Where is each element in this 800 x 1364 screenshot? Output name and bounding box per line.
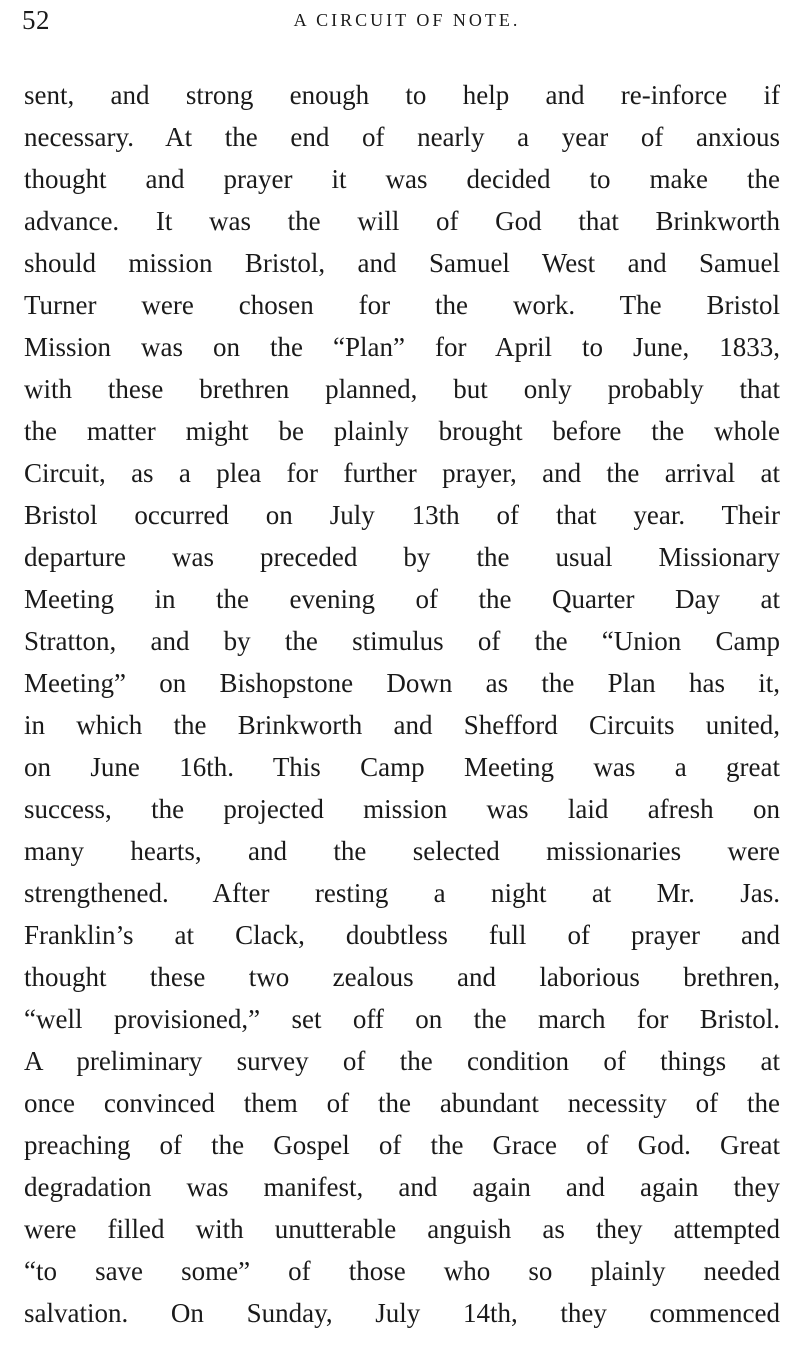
running-head	[22, 4, 780, 36]
text-line: salvation. On Sunday, July 14th, they commenced	[24, 1298, 780, 1328]
text-line: Meeting in the evening of the Quarter Day at	[24, 584, 780, 614]
text-line: should mission Bristol, and Samuel West and Samuel	[24, 248, 780, 278]
text-line: degradation was manifest, and again and again they	[24, 1172, 780, 1202]
text-line: preaching of the Gospel of the Grace of God. Great	[24, 1130, 780, 1160]
text-line: the matter might be plainly brought before the whole	[24, 416, 780, 446]
text-line: thought and prayer it was decided to make the	[24, 164, 780, 194]
text-line: Circuit, as a plea for further prayer, and the arrival at	[24, 458, 780, 488]
text-line: “well provisioned,” set off on the march for Bristol.	[24, 1004, 780, 1034]
text-line: advance. It was the will of God that Brinkworth	[24, 206, 780, 236]
text-line: strengthened. After resting a night at Mr. Jas.	[24, 878, 780, 908]
text-line: Franklin’s at Clack, doubtless full of prayer and	[24, 920, 780, 950]
text-line: in which the Brinkworth and Shefford Circuits united,	[24, 710, 780, 740]
text-line: Stratton, and by the stimulus of the “Union Camp	[24, 626, 780, 656]
text-line: departure was preceded by the usual Missionary	[24, 542, 780, 572]
text-line: were filled with unutterable anguish as they attempted	[24, 1214, 780, 1244]
text-line: with these brethren planned, but only probably that	[24, 374, 780, 404]
text-line: necessary. At the end of nearly a year of anxious	[24, 122, 780, 152]
page-number: 52	[22, 5, 50, 35]
text-line: Mission was on the “Plan” for April to June, 1833,	[24, 332, 780, 362]
text-line: thought these two zealous and laborious brethren,	[24, 962, 780, 992]
text-line: A preliminary survey of the condition of things at	[24, 1046, 780, 1076]
text-line: success, the projected mission was laid afresh on	[24, 794, 780, 824]
text-line: many hearts, and the selected missionaries were	[24, 836, 780, 866]
text-line: Meeting” on Bishopstone Down as the Plan has it,	[24, 668, 780, 698]
text-line: Bristol occurred on July 13th of that year. Their	[24, 500, 780, 530]
text-line: Turner were chosen for the work. The Bristol	[24, 290, 780, 320]
text-line: on June 16th. This Camp Meeting was a great	[24, 752, 780, 782]
text-line: sent, and strong enough to help and re-inforce if	[24, 80, 780, 110]
running-title: A CIRCUIT OF NOTE.	[293, 10, 521, 30]
text-line: once convinced them of the abundant necessity of the	[24, 1088, 780, 1118]
text-line: “to save some” of those who so plainly needed	[24, 1256, 780, 1286]
body-text	[24, 74, 780, 1334]
